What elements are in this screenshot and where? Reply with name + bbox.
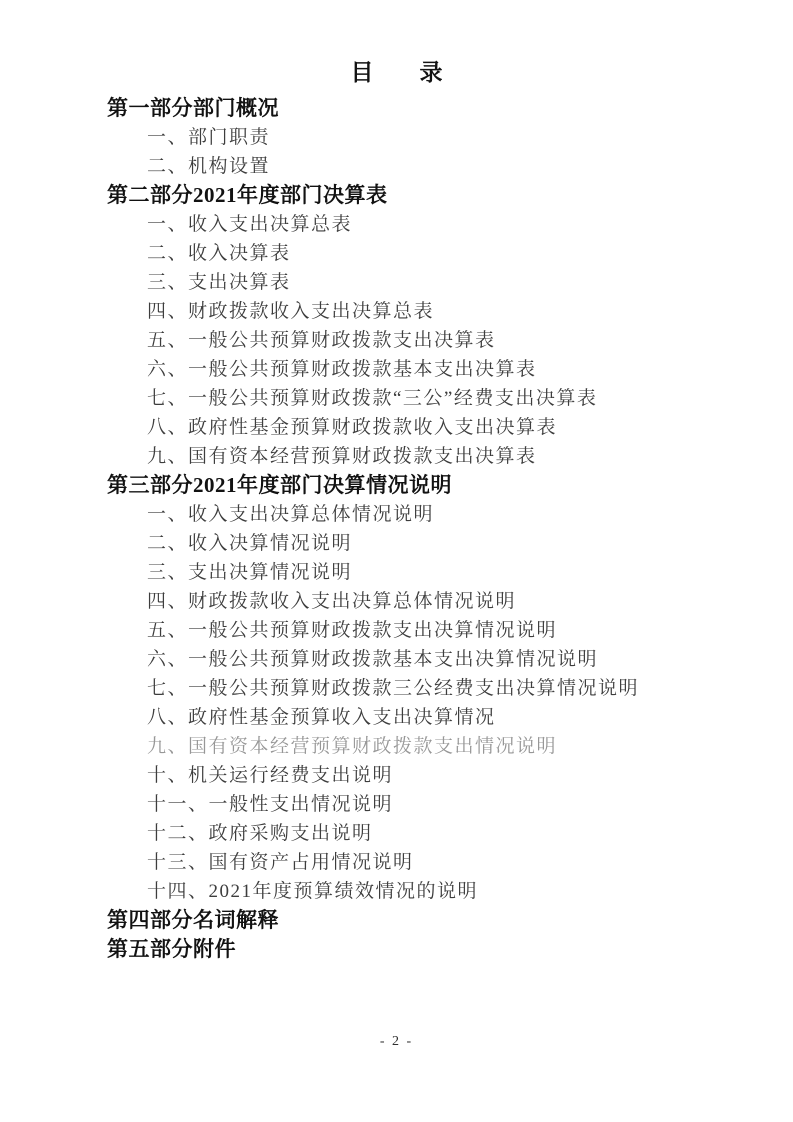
- toc-item: 六、一般公共预算财政拨款基本支出决算情况说明: [147, 649, 599, 670]
- toc-item: 一、收入支出决算总表: [147, 214, 353, 235]
- toc-item: 八、政府性基金预算财政拨款收入支出决算表: [147, 417, 558, 438]
- toc-section-heading: 第一部分部门概况: [107, 96, 279, 120]
- toc-item: 五、一般公共预算财政拨款支出决算表: [147, 330, 496, 351]
- toc-item: 三、支出决算表: [147, 272, 291, 293]
- toc-item: 六、一般公共预算财政拨款基本支出决算表: [147, 359, 537, 380]
- page-title: 目 录: [350, 60, 443, 85]
- toc-item: 十三、国有资产占用情况说明: [147, 852, 414, 873]
- toc-item: 一、收入支出决算总体情况说明: [147, 504, 435, 525]
- toc-section-heading: 第二部分2021年度部门决算表: [107, 183, 388, 207]
- toc-item: 四、财政拨款收入支出决算总体情况说明: [147, 591, 517, 612]
- page-number: - 2 -: [379, 1034, 414, 1049]
- toc-item: 九、国有资本经营预算财政拨款支出决算表: [147, 446, 537, 467]
- toc-section-heading: 第三部分2021年度部门决算情况说明: [107, 473, 452, 497]
- toc-item: 三、支出决算情况说明: [147, 562, 353, 583]
- toc-item: 十一、一般性支出情况说明: [147, 794, 394, 815]
- toc-section-heading: 第五部分附件: [107, 937, 236, 961]
- toc-item: 二、收入决算情况说明: [147, 533, 353, 554]
- toc-item: 十、机关运行经费支出说明: [147, 765, 394, 786]
- toc-item: 五、一般公共预算财政拨款支出决算情况说明: [147, 620, 558, 641]
- toc-item: 七、一般公共预算财政拨款“三公”经费支出决算表: [147, 388, 598, 409]
- table-of-contents: [107, 94, 753, 964]
- toc-item: 十四、2021年度预算绩效情况的说明: [147, 881, 479, 902]
- toc-item: 九、国有资本经营预算财政拨款支出情况说明: [147, 736, 558, 757]
- toc-item: 七、一般公共预算财政拨款三公经费支出决算情况说明: [147, 678, 640, 699]
- toc-item: 四、财政拨款收入支出决算总表: [147, 301, 435, 322]
- toc-section-heading: 第四部分名词解释: [107, 908, 279, 932]
- toc-item: 一、部门职责: [147, 127, 271, 148]
- toc-item: 二、收入决算表: [147, 243, 291, 264]
- toc-item: 八、政府性基金预算收入支出决算情况: [147, 707, 496, 728]
- toc-item: 二、机构设置: [147, 156, 271, 177]
- toc-item: 十二、政府采购支出说明: [147, 823, 373, 844]
